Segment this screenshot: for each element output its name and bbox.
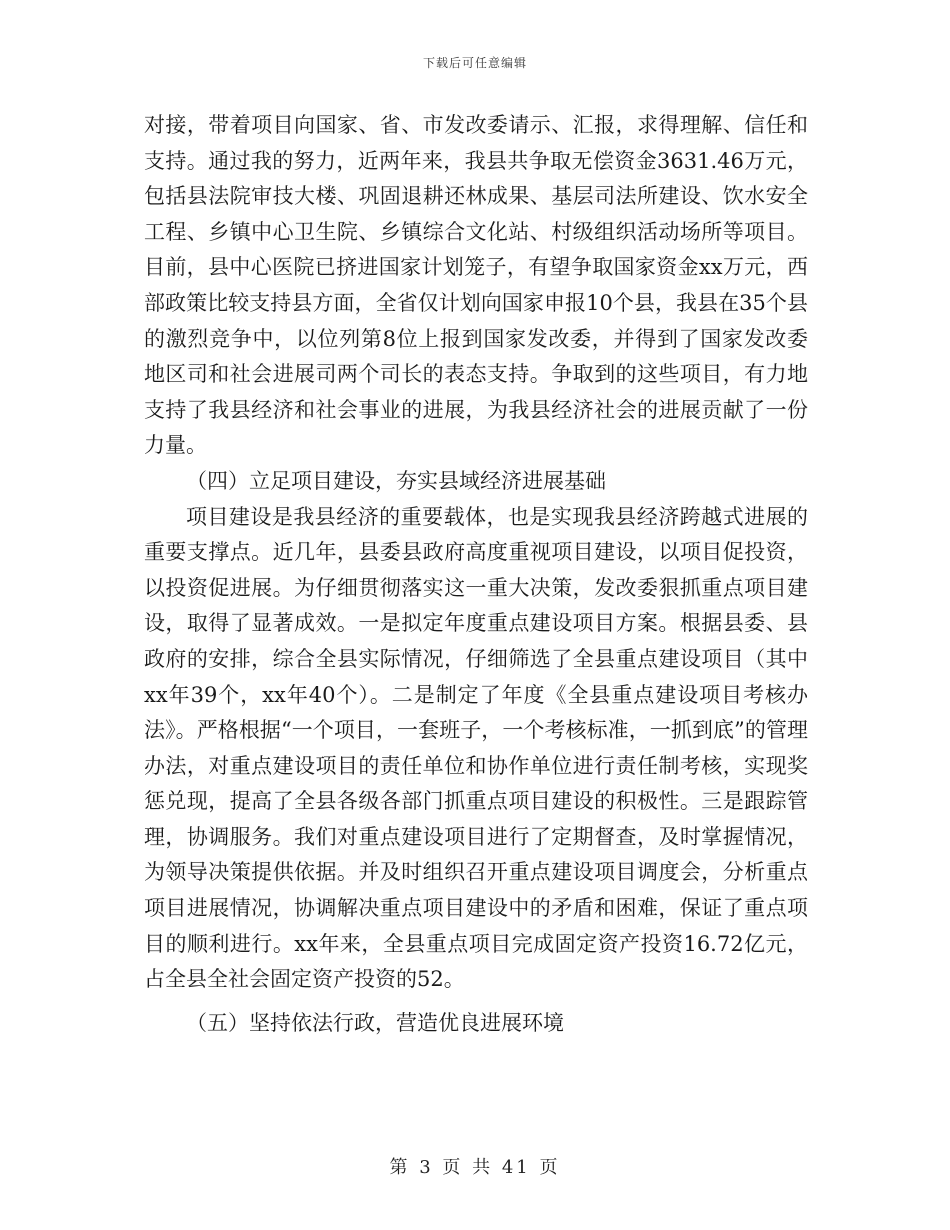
paragraph-spacer — [144, 998, 808, 1006]
document-body — [144, 108, 808, 1041]
header-note: 下载后可任意编辑 — [422, 56, 527, 70]
section-heading-5: （五）坚持依法行政，营造优良进展环境 — [186, 1010, 564, 1035]
paragraph-funding: 对接，带着项目向国家、省、市发改委请示、汇报，求得理解、信任和支持。通过我的努力，近两年来，我县共争取无偿资金3631.46万元，包括县法院审技大楼、巩固退耕还林成果、基层司法所建设、饮水安全工程、乡镇中心卫生院、乡镇综合文化站、村级组织活动场所等项目。目前，县中心医院已挤进国家计划笼子，有望争取国家资金xx万元，西部政策比较支持县方面，全省仅计划向国家申报10个县，我县在35个县的激烈竞争中，以位列第8位上报到国家发改委，并得到了国家发改委地区司和社会进展司两个司长的表态支持。争取到的这些项目，有力地支持了我县经济和社会事业的进展，为我县经济社会的进展贡献了一份力量。 — [144, 113, 808, 458]
page-number-footer: 第 3 页 共 41 页 — [389, 1157, 561, 1178]
paragraph-project-construction: 项目建设是我县经济的重要载体，也是实现我县经济跨越式进展的重要支撑点。近几年，县委县政府高度重视项目建设，以项目促投资，以投资促进展。为仔细贯彻落实这一重大决策，发改委狠抓重点项目建设，取得了显著成效。一是拟定年度重点建设项目方案。根据县委、县政府的安排，综合全县实际情况，仔细筛选了全县重点建设项目（其中xx年39个，xx年40个）。二是制定了年度《全县重点建设项目考核办法》。严格根据“一个项目，一套班子，一个考核标准，一抓到底”的管理办法，对重点建设项目的责任单位和协作单位进行责任制考核，实现奖惩兑现，提高了全县各级各部门抓重点项目建设的积极性。三是跟踪管理，协调服务。我们对重点建设项目进行了定期督查，及时掌握情况，为领导决策提供依据。并及时组织召开重点建设项目调度会，分析重点项目进展情况，协调解决重点项目建设中的矛盾和困难，保证了重点项目的顺利进行。xx年来，全县重点项目完成固定资产投资16.72亿元，占全县全社会固定资产投资的52。 — [144, 504, 808, 992]
section-heading-4: （四）立足项目建设，夯实县域经济进展基础 — [186, 468, 606, 493]
